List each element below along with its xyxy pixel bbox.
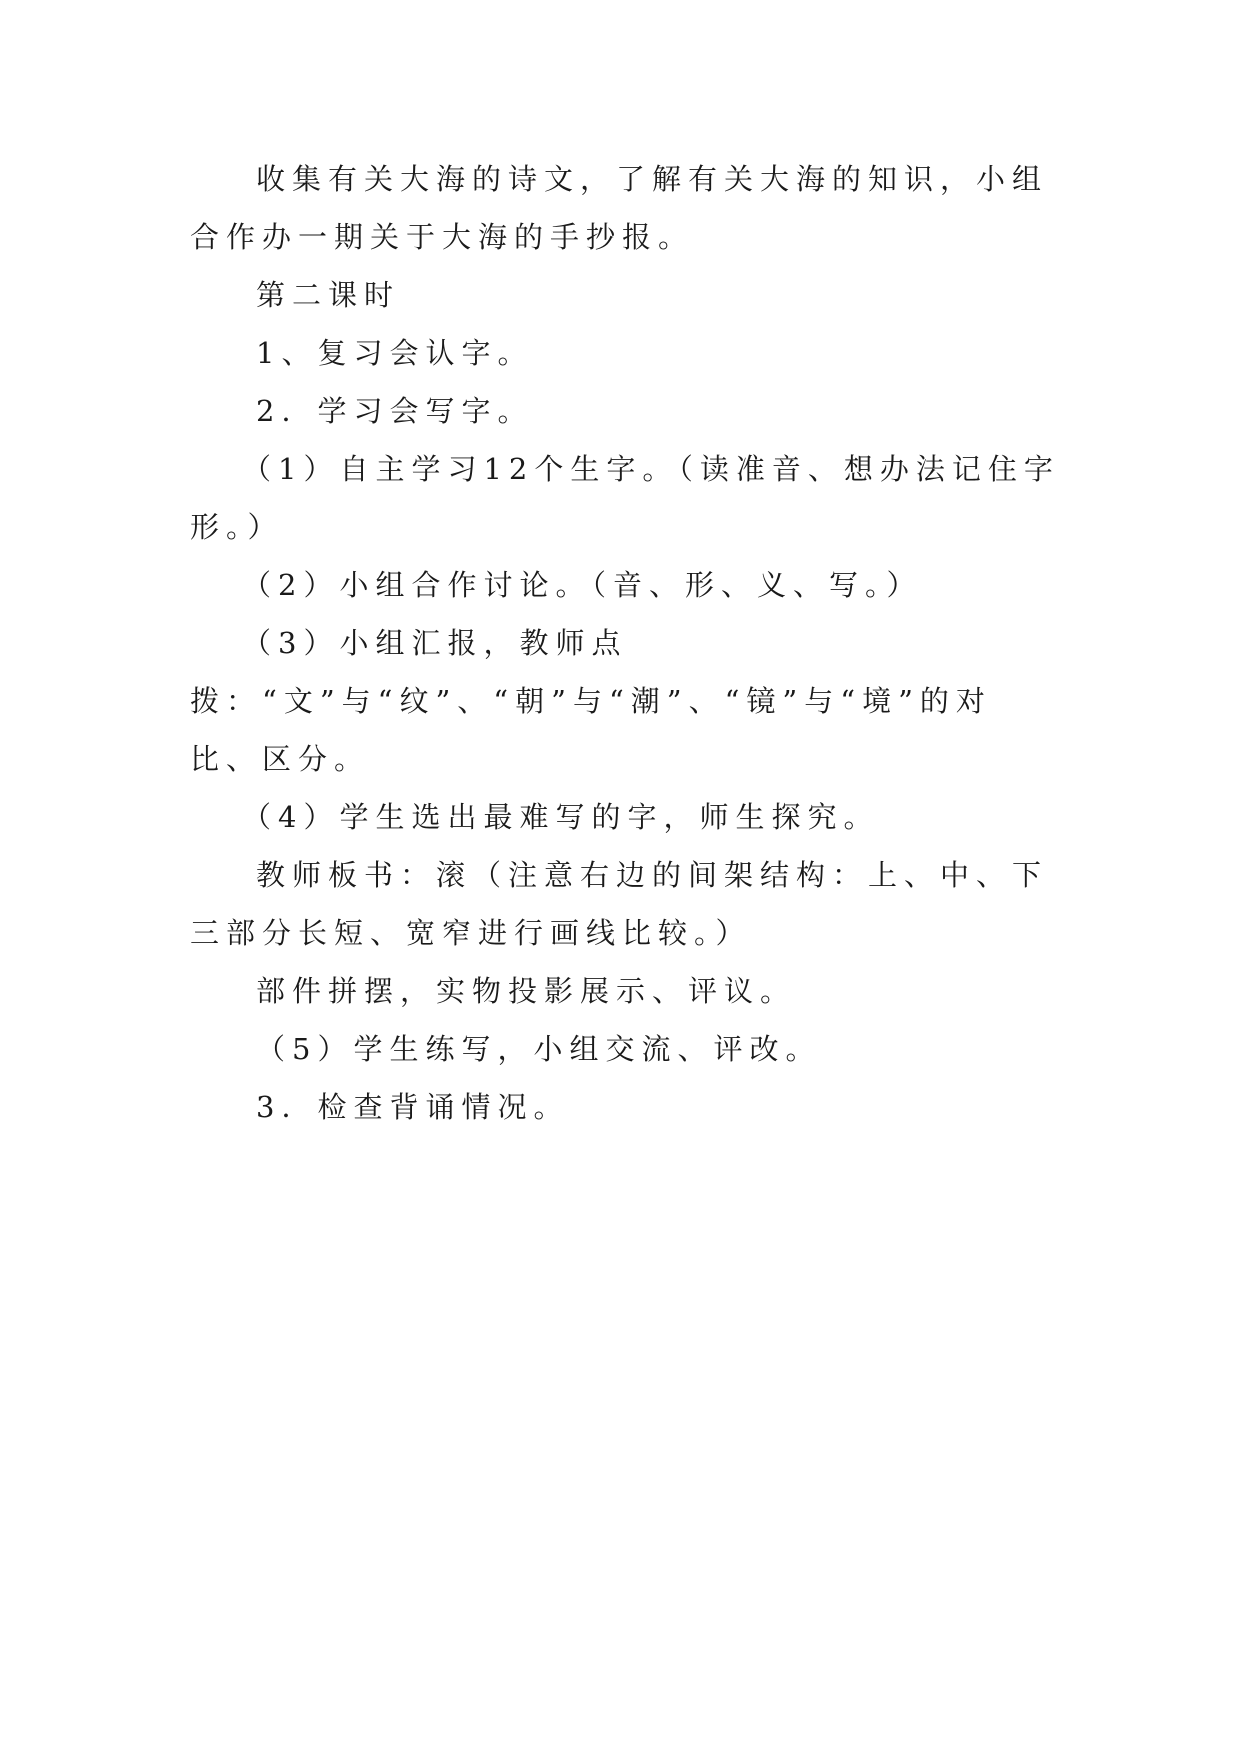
paragraph-step-1: 1、复习会认字。 — [256, 336, 534, 370]
paragraph-step-2: 2．学习会写字。 — [256, 394, 534, 428]
paragraph-substep-1: （1）自主学习12个生字。（读准音、想办法记住字形。） — [190, 452, 1060, 544]
paragraph-homework: 收集有关大海的诗文，了解有关大海的知识，小组合作办一期关于大海的手抄报。 — [190, 162, 1049, 254]
paragraph-substep-5: （5）学生练写，小组交流、评改。 — [256, 1032, 822, 1066]
paragraph-substep-3: （3）小组汇报，教师点拨：“文”与“纹”、“朝”与“潮”、“镜”与“境”的对比、区分。 — [190, 626, 992, 776]
paragraph-substep-4: （4）学生选出最难写的字，师生探究。 — [242, 800, 880, 834]
paragraph-board-writing: 教师板书：滚（注意右边的间架结构：上、中、下三部分长短、宽窄进行画线比较。） — [190, 858, 1049, 950]
paragraph-step-3: 3．检查背诵情况。 — [256, 1090, 570, 1124]
document-body — [190, 150, 1060, 1136]
paragraph-component-assembly: 部件拼摆，实物投影展示、评议。 — [256, 974, 797, 1008]
paragraph-lesson-heading: 第二课时 — [256, 278, 401, 312]
paragraph-substep-2: （2）小组合作讨论。（音、形、义、写。） — [242, 568, 923, 602]
